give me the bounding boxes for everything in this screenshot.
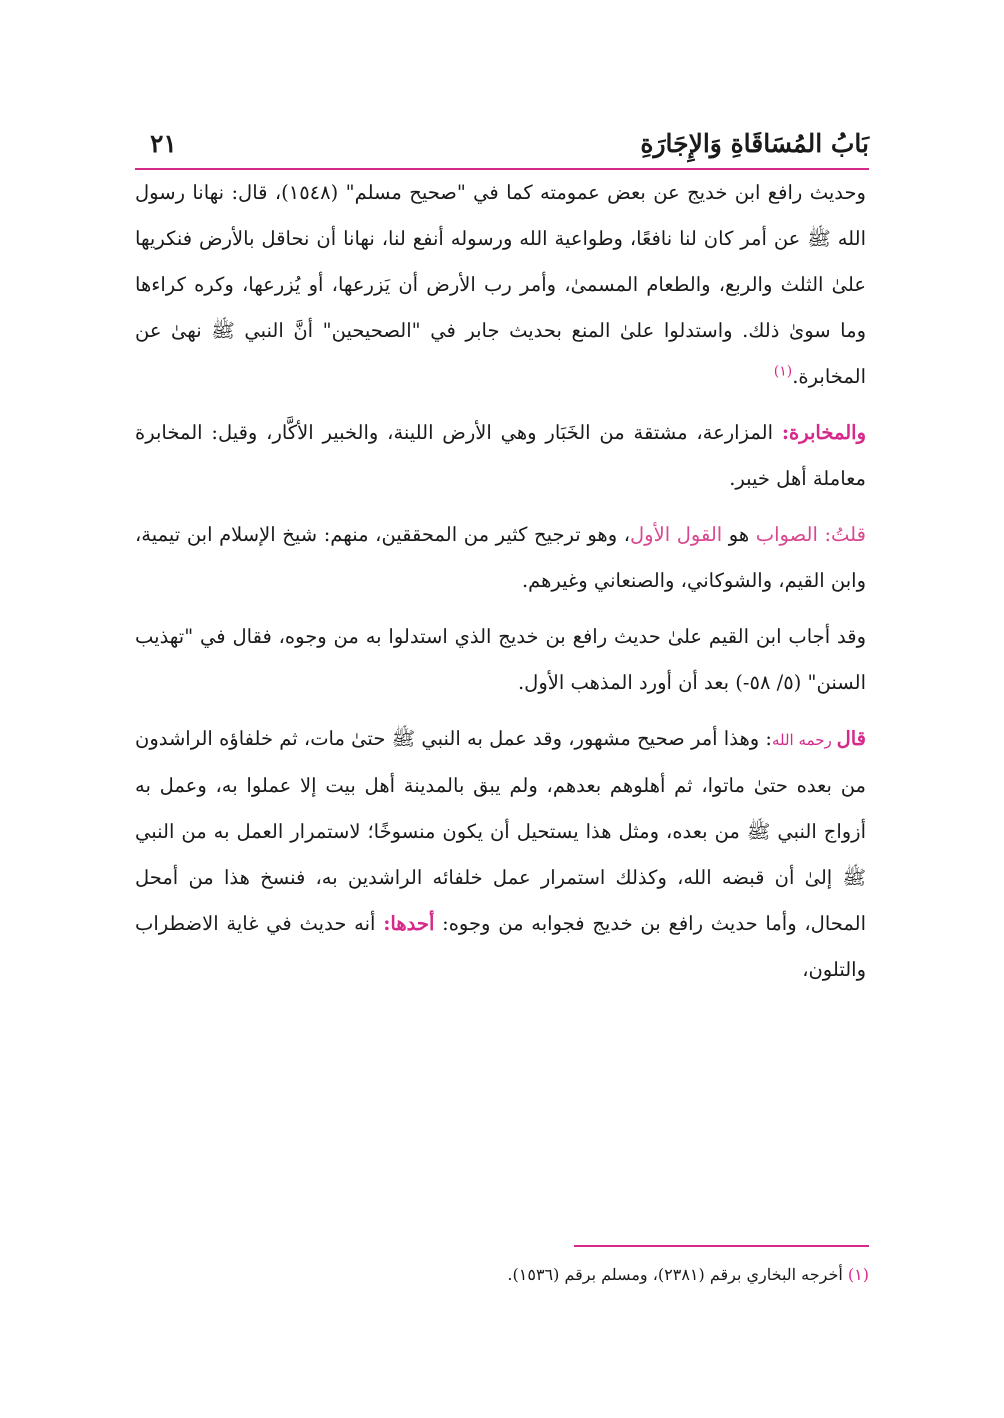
page-header bbox=[150, 118, 869, 168]
first-point-label: أحدها: bbox=[383, 912, 435, 935]
highlight-correct: الصواب bbox=[755, 523, 825, 546]
page-number: ٢١ bbox=[150, 128, 177, 158]
paragraph-1 bbox=[135, 170, 866, 400]
paragraph-1-text: وحديث رافع ابن خديج عن بعض عمومته كما في "صحيح مسلم" (١٥٤٨)، قال: نهانا رسول الله ﷺ عن أمر كان لنا نافعًا، وطواعية الله ورسوله أنفع لنا، نهانا أن نحاقل بالأرض فنكريها علىٰ الثلث والربع، والطعام المسمىٰ، وأمر رب الأرض أن يَزرعها، أو يُزرعها، وكره كراءها وما سوىٰ ذلك. واستدلوا علىٰ المنع بحديث جابر في "الصحيحين" أنَّ النبي ﷺ نهىٰ عن المخابرة. bbox=[135, 181, 866, 388]
main-text bbox=[135, 170, 866, 1003]
footnote bbox=[135, 1262, 869, 1288]
paragraph-5-text-a: : وهذا أمر صحيح مشهور، وقد عمل به النبي ﷺ حتىٰ مات، ثم خلفاؤه الراشدون من بعده حتىٰ ماتوا، ثم أهلوهم بعدهم، ولم يبق بالمدينة أهل بيت إلا عملوا به، وعمل به أزواج النبي ﷺ من بعده، ومثل هذا يستحيل أن يكون منسوخًا؛ لاستمرار العمل به من النبي ﷺ إلىٰ أن قبضه الله، وكذلك استمرار عمل خلفائه الراشدين به، فنسخ هذا من أمحل المحال، وأما حديث رافع بن خديج فجوابه من وجوه: bbox=[135, 727, 866, 935]
paragraph-3 bbox=[135, 512, 866, 604]
paragraph-5-text-b: أنه حديث في غاية الاضطراب والتلون، bbox=[135, 912, 866, 981]
paragraph-5 bbox=[135, 716, 866, 993]
footnote-reference[interactable]: (١) bbox=[773, 363, 793, 380]
paragraph-2 bbox=[135, 410, 866, 502]
author-note-lead: قلتُ: bbox=[824, 523, 866, 546]
definition-term: والمخابرة: bbox=[781, 421, 866, 444]
paragraph-2-text: المزارعة، مشتقة من الخَبَار وهي الأرض اللينة، والخبير الأكَّار، وقيل: المخابرة معاملة أهل خيبر. bbox=[135, 421, 866, 490]
paragraph-3-text-b: ، وهو ترجيح كثير من المحققين، منهم: شيخ الإسلام ابن تيمية، وابن القيم، والشوكاني، والصنعاني وغيرهم. bbox=[135, 523, 866, 592]
honorific: رحمه الله bbox=[771, 731, 837, 749]
footnote-number: (١) bbox=[847, 1265, 869, 1284]
paragraph-4 bbox=[135, 614, 866, 706]
paragraph-4-text: وقد أجاب ابن القيم علىٰ حديث رافع بن خديج الذي استدلوا به من وجوه، فقال في "تهذيب السنن" (٥/ ٥٨-) بعد أن أورد المذهب الأول. bbox=[135, 625, 866, 694]
quote-lead: قال bbox=[836, 727, 866, 750]
footnote-text: أخرجه البخاري برقم (٢٣٨١)، ومسلم برقم (١٥٣٦). bbox=[507, 1265, 848, 1284]
paragraph-3-text-a: هو bbox=[722, 523, 756, 546]
footnote-divider bbox=[574, 1245, 869, 1247]
highlight-first-opinion: القول الأول bbox=[630, 523, 723, 546]
chapter-title: بَابُ المُسَاقَاةِ وَالإِجَارَةِ bbox=[640, 128, 869, 158]
